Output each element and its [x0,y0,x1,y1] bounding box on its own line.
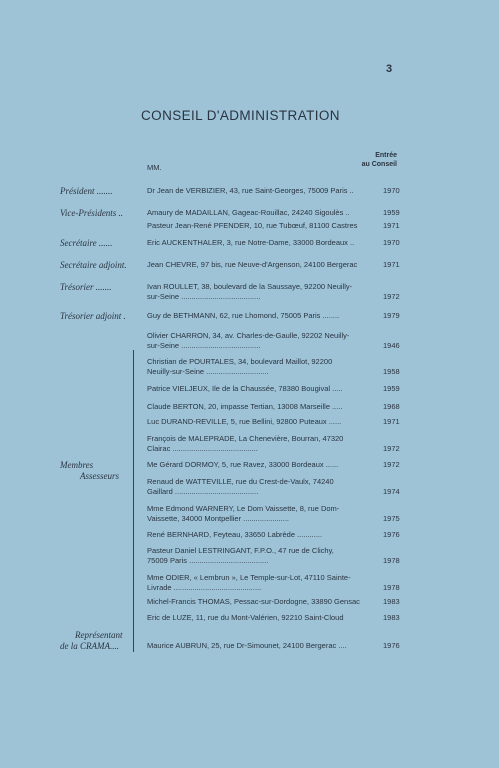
list-item [147,417,380,427]
role-representant-line1: Représentant [75,630,123,640]
role-membres: Membres [60,460,94,470]
entry-line-cont: Vaissette, 34000 Montpellier ...................... [147,514,290,523]
entry-line: François de MALEPRADE, La Chenevière, Bourran, 47320 [147,434,344,443]
role-president: Président ....... [60,186,113,196]
entry-year: 1971 [383,417,400,426]
entry-line: Pasteur Daniel LESTRINGANT, F.P.O., 47 rue de Clichy, [147,546,334,555]
list-item [147,530,380,540]
entry-year: 1978 [383,556,400,565]
list-item [147,402,380,412]
entry-year: 1976 [383,530,400,539]
entry-year: 1970 [383,238,400,247]
entry-line: Me Gérard DORMOY, 5, rue Ravez, 33000 Bordeaux ...... [147,460,339,469]
list-item [147,434,380,454]
role-secretaire: Secrétaire ...... [60,238,113,248]
page-number: 3 [386,63,393,75]
entry-year: 1958 [383,367,400,376]
list-item [147,238,380,248]
entry-line-cont: Clairac ......................................... [147,444,258,453]
entry-year: 1971 [383,260,400,269]
list-item [147,186,380,196]
page-title: CONSEIL D'ADMINISTRATION [141,108,340,123]
list-item [147,546,380,566]
entry-year: 1946 [383,341,400,350]
entry-year: 1970 [383,186,400,195]
entry-year: 1959 [383,208,400,217]
entry-year: 1983 [383,613,400,622]
list-item [147,504,380,524]
list-item [147,282,380,302]
list-item [147,477,380,497]
role-secretaire-adjoint: Secrétaire adjoint. [60,260,127,270]
entry-line-cont: 75009 Paris ...................................... [147,556,269,565]
entry-line: Amaury de MADAILLAN, Gageac-Rouillac, 24240 Sigoulès .. [147,208,350,217]
mm-label: MM. [147,163,162,172]
list-item [147,331,380,351]
list-item [147,221,380,231]
entry-line: Eric de LUZE, 11, rue du Mont-Valérien, 92210 Saint-Cloud [147,613,344,622]
entry-line: Eric AUCKENTHALER, 3, rue Notre-Dame, 33000 Bordeaux .. [147,238,355,247]
entry-line: Christian de POURTALES, 34, boulevard Maillot, 92200 [147,357,333,366]
role-tresorier: Trésorier ....... [60,282,112,292]
entry-year: 1978 [383,583,400,592]
entry-year: 1971 [383,221,400,230]
list-item [147,384,380,394]
entry-year: 1976 [383,641,400,650]
entry-line: Patrice VIELJEUX, Ile de la Chaussée, 78380 Bougival ..... [147,384,343,393]
entry-line: Ivan ROULLET, 38, boulevard de la Saussaye, 92200 Neuilly- [147,282,353,291]
entry-line-cont: Neuilly-sur-Seine .............................. [147,367,269,376]
column-header-line1: Entrée [375,152,397,159]
entry-line: Luc DURAND-REVILLE, 5, rue Bellini, 92800 Puteaux ...... [147,417,342,426]
list-item [147,357,380,377]
entry-year: 1974 [383,487,400,496]
entry-line: Maurice AUBRUN, 25, rue Dr-Simounet, 24100 Bergerac .... [147,641,347,650]
entry-line: Mme Edmond WARNERY, Le Dom Vaissette, 8, rue Dom- [147,504,340,513]
entry-year: 1972 [383,444,400,453]
list-item [147,260,380,270]
entry-line: Guy de BETHMANN, 62, rue Lhomond, 75005 Paris ........ [147,311,340,320]
entry-line: Claude BERTON, 20, impasse Tertian, 13008 Marseille ..... [147,402,343,411]
column-header [362,151,397,169]
entry-line: Pasteur Jean-René PFENDER, 10, rue Tubœuf, 81100 Castres [147,221,358,230]
entry-line-cont: sur-Seine ...................................... [147,341,261,350]
list-item [147,613,380,623]
entry-line-cont: sur-Seine ...................................... [147,292,261,301]
entry-line: René BERNHARD, Feyteau, 33650 Labrède ............ [147,530,323,539]
entry-line-cont: Livrade .......................................... [147,583,262,592]
role-vice-presidents: Vice-Présidents .. [60,208,124,218]
entry-line: Michel-Francis THOMAS, Pessac-sur-Dordogne, 33890 Gensac [147,597,360,606]
entry-year: 1968 [383,402,400,411]
entry-year: 1972 [383,460,400,469]
entry-line: Mme ODIER, « Lembrun », Le Temple-sur-Lot, 47110 Sainte- [147,573,351,582]
list-item [147,208,380,218]
list-item [147,311,380,321]
column-header-line2: au Conseil [361,161,397,168]
entry-year: 1972 [383,292,400,301]
entry-year: 1983 [383,597,400,606]
list-item [147,573,380,593]
entry-line-cont: Gaillard ........................................ [147,487,259,496]
list-item [147,641,380,651]
entry-year: 1975 [383,514,400,523]
list-item [147,597,380,607]
list-item [147,460,380,470]
assesseurs-brace [133,350,138,652]
entry-line: Renaud de WATTEVILLE, rue du Crest-de-Vaulx, 74240 [147,477,334,486]
entry-line: Dr Jean de VERBIZIER, 43, rue Saint-Georges, 75009 Paris .. [147,186,354,195]
entry-line: Jean CHEVRE, 97 bis, rue Neuve-d'Argenson, 24100 Bergerac [147,260,358,269]
entry-year: 1959 [383,384,400,393]
role-assesseurs: Assesseurs [80,471,120,481]
role-representant-line2: de la CRAMA.... [60,641,119,651]
entry-year: 1979 [383,311,400,320]
role-tresorier-adjoint: Trésorier adjoint . [60,311,126,321]
entry-line: Olivier CHARRON, 34, av. Charles-de-Gaulle, 92202 Neuilly- [147,331,350,340]
